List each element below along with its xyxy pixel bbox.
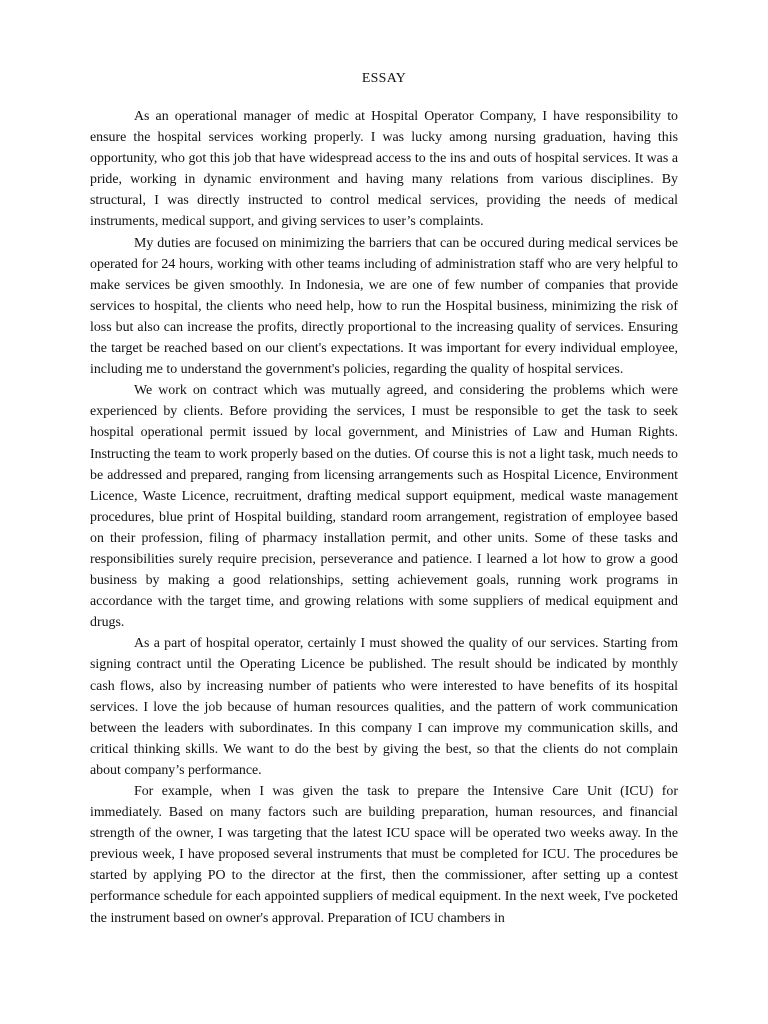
paragraph-4: As a part of hospital operator, certainly I must showed the quality of our services. Starting from signing contract until the Operating Licence be published. The result should be indicated by monthly cash flows, also by increasing number of patients who were interested to have benefits of its hospital services. I love the job because of human resources qualities, and the pattern of work communication between the leaders with subordinates. In this company I can improve my communication skills, and critical thinking skills. We want to do the best by giving the best, so that the clients do not complain about company’s performance.: [90, 636, 678, 778]
paragraph-5: For example, when I was given the task to prepare the Intensive Care Unit (ICU) for immediately. Based on many factors such are building preparation, human resources, and financial strength of the owner, I was targeting that the latest ICU space will be operated two weeks away. In the previous week, I have proposed several instruments that must be completed for ICU. The procedures be started by applying PO to the director at the first, then the commissioner, after setting up a contest performance schedule for each appointed suppliers of medical equipment. In the next week, I've pocketed the instrument based on owner's approval. Preparation of ICU chambers in: [90, 784, 678, 926]
paragraph-2: My duties are focused on minimizing the barriers that can be occured during medical services be operated for 24 hours, working with other teams including of administration staff who are very helpful to make services be given smoothly. In Indonesia, we are one of few number of companies that provide services to hospital, the clients who need help, how to run the Hospital business, minimizing the risk of loss but also can increase the profits, directly proportional to the increasing quality of services. Ensuring the target be reached based on our client's expectations. It was important for every individual employee, including me to understand the government's policies, regarding the quality of hospital services.: [90, 235, 678, 378]
essay-page: [90, 68, 678, 929]
paragraph-3: We work on contract which was mutually agreed, and considering the problems which were experienced by clients. Before providing the services, I must be responsible to get the task to seek hospital operational permit issued by local government, and Ministries of Law and Human Rights. Instructing the team to work properly based on the duties. Of course this is not a light task, much needs to be addressed and prepared, ranging from licensing arrangements such as Hospital Licence, Environment Licence, Waste Licence, recruitment, drafting medical support equipment, medical waste management procedures, blue print of Hospital building, standard room arrangement, registration of employee based on their profession, filing of pharmacy installation permit, and other units. Some of these tasks and responsibilities surely require precision, perseverance and patience. I learned a lot how to grow a good business by making a good relationships, setting achievement goals, running work programs in accordance with the target time, and growing relations with some suppliers of medical equipment and drugs.: [90, 383, 678, 631]
paragraph-1: As an operational manager of medic at Hospital Operator Company, I have responsibility to ensure the hospital services working properly. I was lucky among nursing graduation, having this opportunity, who got this job that have widespread access to the ins and outs of hospital services. It was a pride, working in dynamic environment and having many relations from various disciplines. By structural, I was directly instructed to control medical services, providing the needs of medical instruments, medical support, and giving services to user’s complaints.: [90, 109, 678, 230]
essay-title: ESSAY: [361, 71, 407, 86]
